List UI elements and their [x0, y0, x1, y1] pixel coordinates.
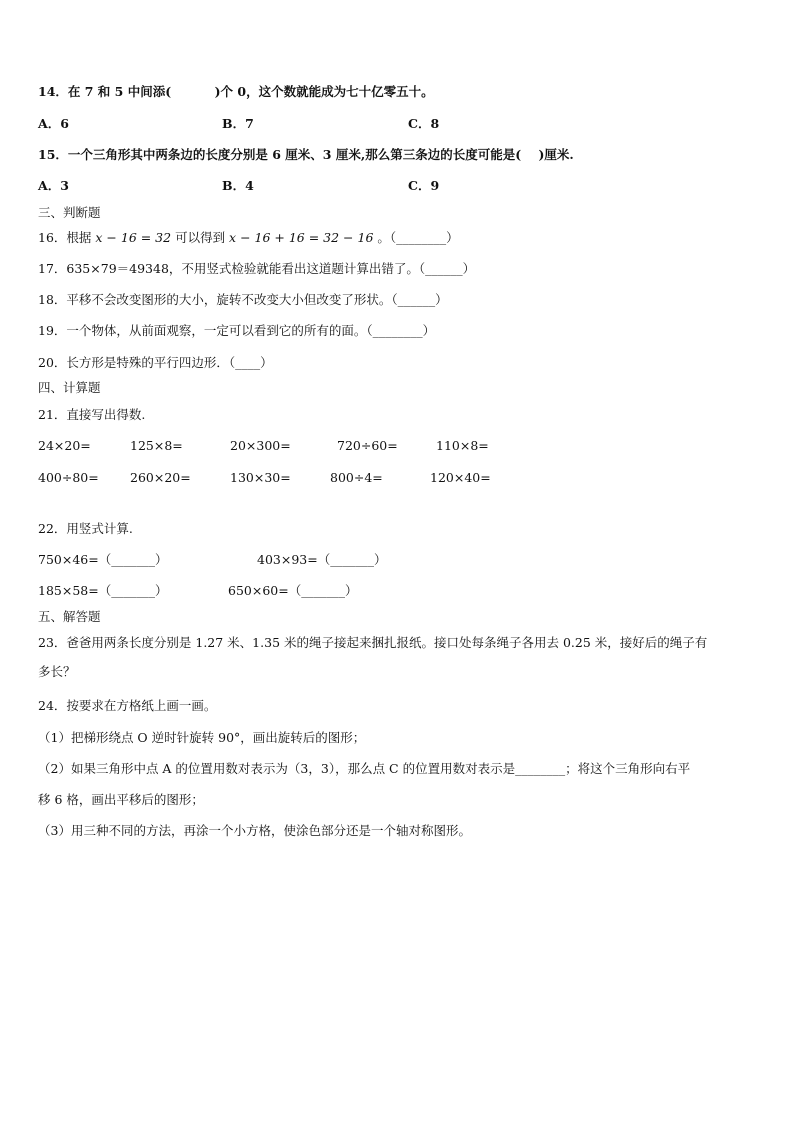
question-23-line-1: 23．爸爸用两条长度分别是 1.27 米、1.35 米的绳子接起来捆扎报纸。接口处每条绳子各用去 0.25 米，接好后的绳子有 [38, 635, 708, 650]
q21-item: 20×300= [230, 438, 291, 453]
q21-item: 125×8= [130, 438, 183, 453]
question-14: 14．在 7 和 5 中间添( )个 0，这个数就能成为七十亿零五十。 [38, 84, 434, 99]
q21-item: 800÷4= [330, 470, 383, 485]
q21-item: 260×20= [130, 470, 191, 485]
q14-option-c: C．8 [408, 116, 440, 131]
q16-equation-2: x − 16 + 16 = 32 − 16 [229, 230, 374, 245]
question-23-line-2: 多长？ [38, 664, 76, 679]
question-19: 19．一个物体，从前面观察，一定可以看到它的所有的面。（________） [38, 323, 436, 338]
q24-part-2-line-1: （2）如果三角形中点 A 的位置用数对表示为（3，3），那么点 C 的位置用数对表示是________；将这个三角形向右平 [38, 761, 691, 776]
question-17: 17．635×79＝49348，不用竖式检验就能看出这道题计算出错了。（______） [38, 261, 476, 276]
section-heading-solutions: 五、解答题 [38, 609, 101, 624]
question-15: 15．一个三角形其中两条边的长度分别是 6 厘米、3 厘米,那么第三条边的长度可能是( )厘米. [38, 147, 574, 162]
q21-item: 120×40= [430, 470, 491, 485]
q16-suffix: 。（________） [373, 230, 459, 245]
q22-item: 185×58=（_______） [38, 583, 168, 598]
section-heading-judgement: 三、判断题 [38, 205, 101, 220]
q16-prefix: 16．根据 [38, 230, 96, 245]
q22-item: 750×46=（_______） [38, 552, 168, 567]
question-16 [38, 230, 459, 246]
q15-option-c: C．9 [408, 178, 440, 193]
q14-option-a: A．6 [38, 116, 69, 131]
q21-item: 110×8= [436, 438, 489, 453]
q22-item: 650×60=（_______） [228, 583, 358, 598]
q16-equation-1: x − 16 = 32 [95, 230, 172, 245]
q21-item: 400÷80= [38, 470, 99, 485]
q22-item: 403×93=（_______） [257, 552, 387, 567]
q15-option-b: B．4 [222, 178, 254, 193]
question-24-title: 24．按要求在方格纸上画一画。 [38, 698, 217, 713]
q21-item: 130×30= [230, 470, 291, 485]
section-heading-calculation: 四、计算题 [38, 380, 101, 395]
question-18: 18．平移不会改变图形的大小，旋转不改变大小但改变了形状。（______） [38, 292, 448, 307]
question-22-title: 22．用竖式计算. [38, 521, 133, 536]
question-20: 20．长方形是特殊的平行四边形．（____） [38, 355, 273, 370]
q24-part-2-line-2: 移 6 格，画出平移后的图形； [38, 792, 204, 807]
q16-mid: 可以得到 [171, 230, 230, 245]
q15-option-a: A．3 [38, 178, 69, 193]
q14-option-b: B．7 [222, 116, 254, 131]
q24-part-1: （1）把梯形绕点 O 逆时针旋转 90°，画出旋转后的图形； [38, 730, 366, 745]
question-21-title: 21．直接写出得数. [38, 407, 146, 422]
q24-part-3: （3）用三种不同的方法，再涂一个小方格，使涂色部分还是一个轴对称图形。 [38, 823, 471, 838]
q21-item: 24×20= [38, 438, 91, 453]
q21-item: 720÷60= [337, 438, 398, 453]
